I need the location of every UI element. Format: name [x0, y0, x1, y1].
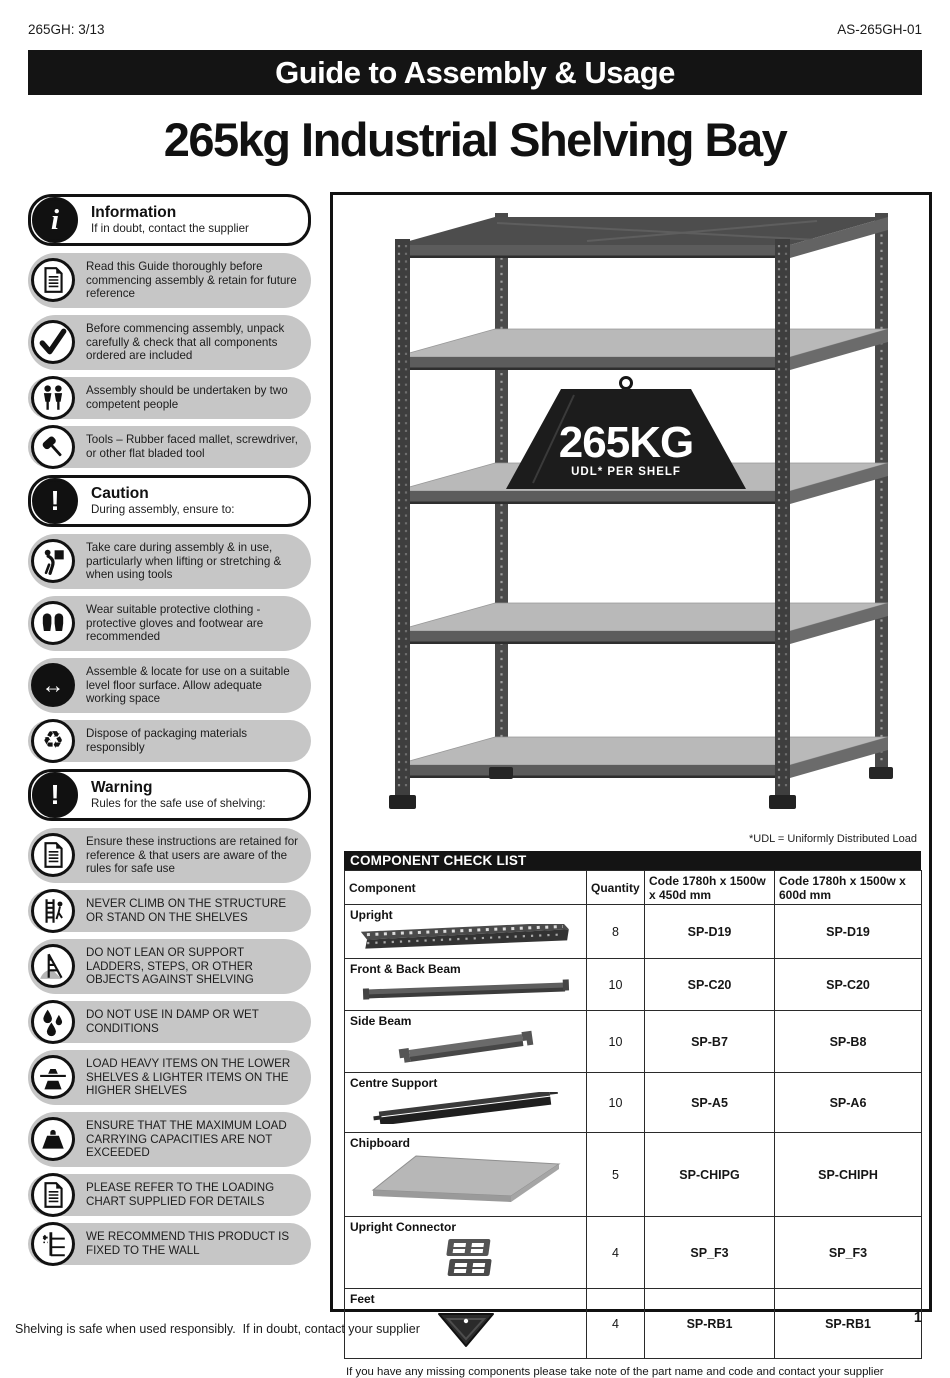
code-600-cell: SP-B8 [775, 1011, 922, 1073]
document-icon [31, 833, 75, 877]
code-450-cell: SP-D19 [645, 905, 775, 959]
upright-connector-part-image [350, 1236, 581, 1285]
table-row [345, 959, 922, 1011]
safety-item [28, 377, 311, 419]
safety-item [28, 720, 311, 762]
component-name: Side Beam [350, 1014, 412, 1028]
safety-text: WE RECOMMEND THIS PRODUCT IS FIXED TO THE WALL [86, 1230, 290, 1257]
code-450-cell: SP_F3 [645, 1217, 775, 1289]
safety-sidebar [28, 194, 311, 1265]
code-450-cell: SP-A5 [645, 1073, 775, 1133]
safety-item [28, 315, 311, 370]
max-load-icon [31, 1117, 75, 1161]
heavy-items-low-icon [31, 1055, 75, 1099]
leaning-ladder-icon [31, 944, 75, 988]
safety-item [28, 253, 311, 308]
checkmark-icon [31, 320, 75, 364]
document-reference-right: AS-265GH-01 [837, 22, 922, 37]
safety-text: LOAD HEAVY ITEMS ON THE LOWER SHELVES & LIGHTER ITEMS ON THE HIGHER SHELVES [86, 1056, 291, 1098]
exclamation-icon: ! [32, 478, 78, 524]
side-beam-part-image [350, 1030, 581, 1069]
climbing-ladder-icon [31, 889, 75, 933]
section-subtitle: If in doubt, contact the supplier [91, 222, 249, 236]
page-title: 265kg Industrial Shelving Bay [163, 113, 787, 166]
quantity-cell: 4 [587, 1289, 645, 1359]
code-450-cell: SP-CHIPG [645, 1133, 775, 1217]
warning-header [28, 769, 311, 821]
two-people-icon [31, 376, 75, 420]
safety-item [28, 1050, 311, 1105]
info-icon: i [32, 197, 78, 243]
chipboard-part-image [350, 1152, 581, 1213]
shelving-unit-figure [337, 199, 925, 819]
safety-text: PLEASE REFER TO THE LOADING CHART SUPPLIED FOR DETAILS [86, 1181, 275, 1208]
quantity-cell: 10 [587, 1011, 645, 1073]
safety-text: Assemble & locate for use on a suitable level floor surface. Allow adequate working space [86, 664, 290, 706]
information-header [28, 194, 311, 246]
col-header-component: Component [345, 871, 587, 905]
section-subtitle: During assembly, ensure to: [91, 503, 235, 517]
document-reference-left: 265GH: 3/13 [28, 22, 105, 37]
weight-sublabel: UDL* PER SHELF [571, 466, 681, 478]
table-row [345, 1217, 922, 1289]
document-icon [31, 258, 75, 302]
safety-item [28, 1174, 311, 1216]
safety-text: Dispose of packaging materials responsibly [86, 727, 248, 754]
footer-safety-note: Shelving is safe when used responsibly. If in doubt, contact your supplier [15, 1322, 420, 1336]
quantity-cell: 5 [587, 1133, 645, 1217]
code-450-cell: SP-B7 [645, 1011, 775, 1073]
safety-text: DO NOT LEAN OR SUPPORT LADDERS, STEPS, OR OTHER OBJECTS AGAINST SHELVING [86, 945, 254, 987]
table-row [345, 1011, 922, 1073]
code-600-cell: SP-CHIPH [775, 1133, 922, 1217]
table-header-row [345, 871, 922, 905]
safety-text: DO NOT USE IN DAMP OR WET CONDITIONS [86, 1008, 259, 1035]
level-floor-arrows-icon: ↔ [31, 663, 75, 707]
document-icon [31, 1173, 75, 1217]
code-450-cell: SP-C20 [645, 959, 775, 1011]
component-name: Feet [350, 1292, 375, 1306]
safety-text: Tools – Rubber faced mallet, screwdriver, or other flat bladed tool [86, 433, 298, 460]
weight-label: 265KG [558, 418, 694, 467]
quantity-cell: 10 [587, 959, 645, 1011]
product-panel [330, 192, 932, 1378]
safety-item [28, 596, 311, 651]
checklist-table [344, 870, 922, 1359]
safety-item [28, 426, 311, 468]
safety-text: NEVER CLIMB ON THE STRUCTURE OR STAND ON THE SHELVES [86, 897, 287, 924]
col-header-code-600: Code 1780h x 1500w x 600d mm [775, 871, 922, 905]
missing-components-note: If you have any missing components please take note of the part name and code and contact your supplier [346, 1366, 884, 1378]
safety-item [28, 939, 311, 994]
upright-part-image [350, 924, 581, 955]
udl-footnote: *UDL = Uniformly Distributed Load [748, 833, 917, 845]
code-450-cell: SP-RB1 [645, 1289, 775, 1359]
lifting-care-icon [31, 539, 75, 583]
mallet-icon [31, 425, 75, 469]
table-row [345, 1289, 922, 1359]
safety-item [28, 890, 311, 932]
safety-text: Take care during assembly & in use, particularly when lifting or stretching & when using tools [86, 540, 282, 582]
shelving-figure [337, 199, 925, 821]
safety-text: Ensure these instructions are retained for reference & that users are aware of the rules for safe use [86, 834, 299, 876]
safety-item [28, 658, 311, 713]
centre-support-part-image [350, 1092, 581, 1129]
component-name: Upright Connector [350, 1220, 456, 1234]
section-title: Caution [91, 484, 149, 502]
safety-item [28, 1001, 311, 1043]
section-title: Warning [91, 778, 153, 796]
code-600-cell: SP-A6 [775, 1073, 922, 1133]
col-header-code-450: Code 1780h x 1500w x 450d mm [645, 871, 775, 905]
checklist-title: COMPONENT CHECK LIST [344, 851, 921, 870]
table-row [345, 1073, 922, 1133]
safety-text: ENSURE THAT THE MAXIMUM LOAD CARRYING CAPACITIES ARE NOT EXCEEDED [86, 1118, 287, 1160]
col-header-quantity: Quantity [587, 871, 645, 905]
safety-item [28, 1223, 311, 1265]
component-name: Chipboard [350, 1136, 410, 1150]
component-name: Front & Back Beam [350, 962, 461, 976]
recycle-icon: ♻ [31, 719, 75, 763]
code-600-cell: SP-RB1 [775, 1289, 922, 1359]
component-name: Centre Support [350, 1076, 438, 1090]
section-title: Information [91, 204, 177, 221]
exclamation-icon: ! [32, 772, 78, 818]
safety-text: Wear suitable protective clothing - protective gloves and footwear are recommended [86, 602, 264, 644]
quantity-cell: 10 [587, 1073, 645, 1133]
code-600-cell: SP-C20 [775, 959, 922, 1011]
quantity-cell: 8 [587, 905, 645, 959]
safety-text: Assembly should be undertaken by two competent people [86, 384, 288, 411]
gloves-icon [31, 601, 75, 645]
safety-text: Read this Guide thoroughly before commencing assembly & retain for future reference [86, 259, 297, 301]
beam-part-image [350, 978, 581, 1007]
safety-item [28, 828, 311, 883]
safety-item [28, 534, 311, 589]
banner-title: Guide to Assembly & Usage [28, 50, 922, 95]
safety-item [28, 1112, 311, 1167]
safety-text: Before commencing assembly, unpack carefully & check that all components ordered are included [86, 321, 285, 363]
section-subtitle: Rules for the safe use of shelving: [91, 797, 266, 811]
table-row [345, 1133, 922, 1217]
code-600-cell: SP_F3 [775, 1217, 922, 1289]
wall-fix-icon [31, 1222, 75, 1266]
quantity-cell: 4 [587, 1217, 645, 1289]
component-name: Upright [350, 908, 393, 922]
caution-header [28, 475, 311, 527]
page-number: 1 [913, 1310, 922, 1326]
code-600-cell: SP-D19 [775, 905, 922, 959]
component-check-list [344, 851, 921, 1378]
table-row [345, 905, 922, 959]
water-drops-icon [31, 1000, 75, 1044]
